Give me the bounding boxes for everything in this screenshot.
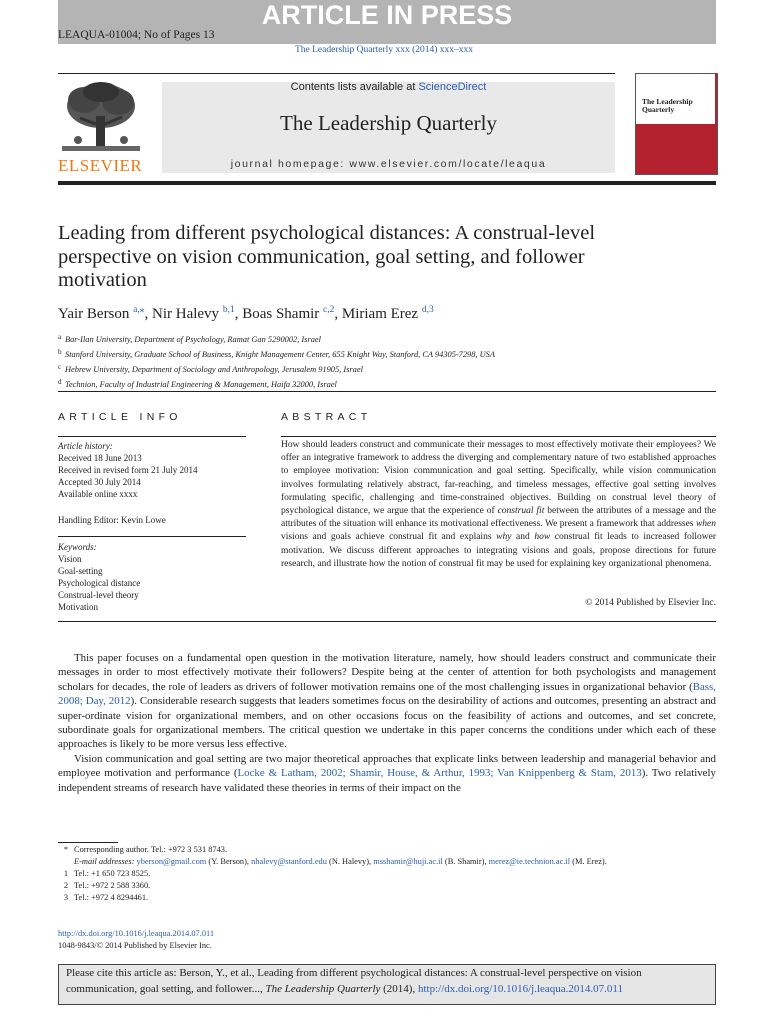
article-info-rule [58,436,246,437]
author-affiliation-marker[interactable]: c,2 [323,305,335,315]
citation-doi-link[interactable]: http://dx.doi.org/10.1016/j.leaqua.2014.07.011 [417,982,623,995]
email-link[interactable]: yberson@gmail.com [136,857,207,866]
affiliation-mark: a [58,333,62,341]
history-label: Article history: [58,441,113,451]
tel-text: Tel.: +972 2 588 3360. [74,881,151,890]
keywords-label: Keywords: [58,542,97,552]
citation-prefix: Please cite this article as: Berson, Y., et al., Leading from different psychological distances: A construal-level perspective on vision communication, goal setting, and follower..., [66,967,642,995]
author-name: Nir Halevy [152,306,220,322]
body-paragraph [58,752,716,795]
asterisk-mark: * [63,845,69,854]
history-accepted: Accepted 30 July 2014 [58,477,141,487]
abstract-emphasis: how [534,532,551,543]
affiliation-mark: c [58,363,62,371]
citation-link[interactable]: Bass, 2008; Day, 2012 [58,680,716,708]
abstract-copyright: © 2014 Published by Elsevier Inc. [585,598,716,608]
affiliation-text: Bar-Ilan University, Department of Psychology, Ramat Gan 5290002, Israel [65,335,321,344]
contents-prefix: Contents lists available at [290,81,419,93]
abstract-part: construal fit leads to increased follower motivation. We discuss different approaches to integrating visions and goals, propose directions for future research, and illustrate how the notion of construal fit may be used for explaining key organizational phenomena. [281,532,717,569]
affiliation-text: Technion, Faculty of Industrial Engineering & Management, Haifa 32000, Israel [65,380,337,389]
tel-note [58,868,716,880]
email-link[interactable]: merez@ie.technion.ac.il [488,857,571,866]
journal-reference-link[interactable]: The Leadership Quarterly xxx (2014) xxx–xxx [294,45,474,55]
tel-mark: 1 [63,869,69,878]
doi-block [58,928,214,952]
journal-homepage-link[interactable]: journal homepage: www.elsevier.com/locate/leaqua [230,158,547,170]
keyword: Psychological distance [58,578,141,588]
affiliation-mark: b [58,348,62,356]
keyword: Motivation [58,602,98,612]
abstract-emphasis: when [695,519,716,530]
article-id: LEAQUA-01004; No of Pages 13 [58,29,215,41]
history-online: Available online xxxx [58,489,138,499]
affiliation-item [58,376,495,391]
abstract-part: visions and goals achieve construal fit and explains [281,532,497,543]
abstract-part: and [511,532,535,543]
email-link[interactable]: nhalevy@stanford.edu [251,857,327,866]
abstract-part: between the attributes of a message and the attributes of the situation will enhance its motivational effectiveness. We present a framework that addresses [281,506,717,530]
corresponding-text: Corresponding author. Tel.: +972 3 531 8743. [74,845,228,854]
section-divider [58,391,716,392]
spacer [58,500,248,514]
email-link[interactable]: msshamir@huji.ac.il [373,857,443,866]
tel-text: Tel.: +972 4 8294461. [74,893,149,902]
abstract-text [281,439,716,571]
keyword: Vision [58,554,82,564]
citation-text [66,964,711,997]
affiliation-text: Hebrew University, Department of Sociology and Anthropology, Jerusalem 91905, Israel [65,365,363,374]
author-name: Yair Berson [58,306,130,322]
abstract-part: How should leaders construct and communicate their messages to most effectively motivate their employees? We offer an integrative framework to address the diverging and complementary nature of two established approaches to employee motivation: Vision communication and goal setting. Specifically, while vision communication involves formulating relatively abstract, far-reaching, and timeless messages, effective goal setting involves formulating specific, challenging and time-constrained objectives. Building on construal level theory of psychological distance, we argue that the experience of [281,440,716,517]
affiliation-item [58,331,495,346]
email-owner: (Y. Berson), [206,857,252,866]
affiliations [58,331,495,391]
corresponding-author-note [58,844,716,856]
email-owner: (N. Halevy), [326,857,374,866]
article-info-heading: ARTICLE INFO [58,411,182,423]
citation-year: (2014), [380,982,418,995]
article-title: Leading from different psychological distances: A construal-level perspective on vision communication, goal setting, and follower motivation [58,222,596,291]
spacer [58,526,248,536]
tel-mark: 2 [63,881,69,890]
affiliation-mark: d [58,378,62,386]
author-name: Miriam Erez [341,306,419,322]
elsevier-wordmark: ELSEVIER [58,156,143,175]
abstract-emphasis: why [496,532,512,543]
keyword: Goal-setting [58,566,103,576]
tel-note [58,892,716,904]
email-addresses [58,856,716,868]
tel-text: Tel.: +1 650 723 8525. [74,869,151,878]
journal-cover-title: The Leadership Quarterly [642,97,693,114]
email-owner: (B. Shamir), [442,857,489,866]
header-bottom-rule [58,181,716,185]
email-label: E-mail addresses: [74,857,135,866]
article-in-press-label: ARTICLE IN PRESS [261,0,513,30]
body-paragraph [58,651,716,752]
header-top-rule [58,73,615,74]
tel-mark: 3 [63,893,69,902]
elsevier-tree-logo [58,80,144,158]
history-received: Received 18 June 2013 [58,453,142,463]
footnotes [58,844,716,904]
handling-editor: Handling Editor: Kevin Lowe [58,515,166,525]
email-owner: (M. Erez). [570,857,607,866]
author-list: Yair Berson $^{a,⁎}$, Nir Halevy $^{b,1}$, Boas Shamir $^{c,2}$, Miriam Erez $^{d,3}$ [58,305,434,322]
body-text [58,651,716,795]
journal-title: The Leadership Quarterly [280,111,497,135]
sciencedirect-link[interactable]: ScienceDirect [418,81,487,93]
history-revised: Received in revised form 21 July 2014 [58,465,198,475]
abstract-heading: ABSTRACT [281,411,372,423]
abstract-bottom-rule [58,621,716,622]
affiliation-item [58,346,495,361]
doi-link[interactable]: http://dx.doi.org/10.1016/j.leaqua.2014.07.011 [58,929,215,938]
body-text-run: This paper focuses on a fundamental open question in the motivation literature, namely, how should leaders construct and communicate their messages in order to most effectively motivate their followers? Despite being at the center of attention for both psychologists and management scholars for decades, the role of leaders as drivers of follower motivation remains one of the most challenging issues in organizational behavior ( [58,652,716,693]
abstract-emphasis: construal fit [497,506,545,517]
citation-journal: The Leadership Quarterly [265,982,381,995]
citation-link[interactable]: Locke & Latham, 2002; Shamir, House, & Arthur, 1993; Van Knippenberg & Stam, 2013 [237,767,642,780]
body-text-run: ). Two relatively independent streams of research have validated these theories in terms of their impact on the [58,767,716,794]
affiliation-text: Stanford University, Graduate School of Business, Knight Management Center, 655 Knight Way, Stanford, CA 94305-7298, USA [65,350,495,359]
contents-line [162,81,615,93]
author-affiliation-marker[interactable]: a,⁎ [133,305,145,315]
body-text-run: Vision communication and goal setting are two major theoretical approaches that explicate links between leadership and managerial behavior and employee motivation and performance ( [58,752,716,780]
abstract-rule [281,436,716,437]
author-affiliation-marker[interactable]: d,3 [421,305,434,315]
footnote-rule [58,842,118,843]
issn-copyright: 1048-9843/© 2014 Published by Elsevier Inc. [58,941,212,950]
article-info-list [58,440,248,613]
author-name: Boas Shamir [242,306,320,322]
affiliation-item [58,361,495,376]
keyword: Construal-level theory [58,590,139,600]
author-affiliation-marker[interactable]: b,1 [222,305,235,315]
tel-note [58,880,716,892]
body-text-run: ). Considerable research suggests that leaders sometimes focus on the desirability of actions and outcomes, presenting an abstract and super-ordinate vision for organizational members, and on other occasions focus on the feasibility of actions and outcomes, and set concrete, subordinate goals for organizational members. The critical question we undertake in this paper concerns the conditions under which each of these approaches is likely to be more versus less effective. [58,695,716,751]
